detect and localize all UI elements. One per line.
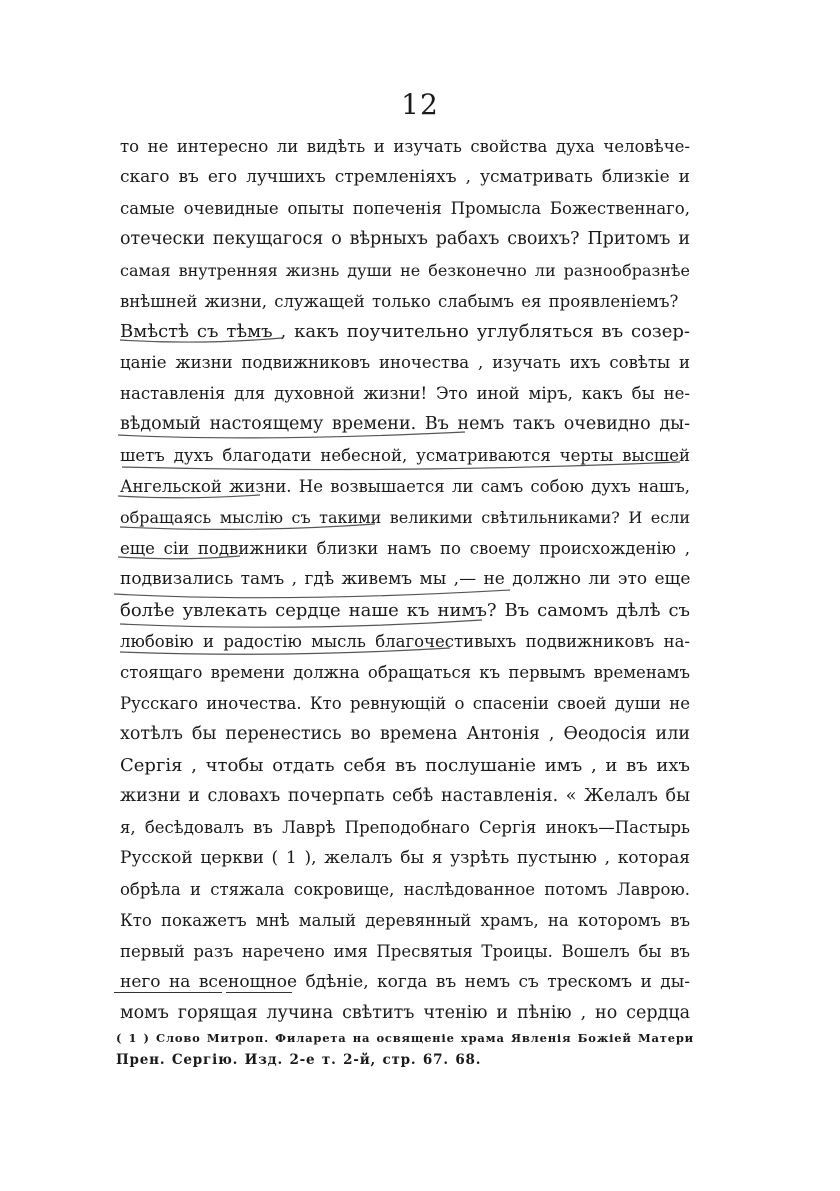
text-line: любовію и радостію мысль благочестивыхъ подвижниковъ на- [120,632,690,651]
text-line: шетъ духъ благодати небесной, усматриваются черты высшей [120,446,690,465]
paragraph-1 [120,131,690,317]
text-line: обрѣла и стяжала сокровище, наслѣдованное потомъ Лаврою. [120,880,690,899]
text-line: момъ горящая лучина свѣтитъ чтенію и пѣнію , но сердца [120,1003,690,1023]
text-line: жизни и словахъ почерпать себѣ наставленія. « Желалъ бы [120,786,690,806]
text-line: то не интересно ли видѣть и изучать свойства духа человѣче- [120,137,690,156]
footnote-line: Прен. Сергію. Изд. 2-е т. 2-й, стр. 67. 68. [116,1052,482,1068]
text-line: я, бесѣдовалъ въ Лаврѣ Преподобнаго Сергія инокъ—Пастырь [120,818,690,837]
footnote-divider [226,992,292,994]
text-line: вѣдомый настоящему времени. Въ немъ такъ очевидно ды- [120,414,690,434]
page-number: 12 [401,88,439,121]
text-line: отечески пекущагося о вѣрныхъ рабахъ своихъ? Притомъ и [120,229,690,249]
footnote-line: ( 1 ) Слово Митроп. Филарета на освященіе храма Явленія Божіей Матери [116,1031,694,1045]
text-line: обращаясь мыслію съ такими великими свѣтильниками? И если [120,508,690,527]
text-line: цаніе жизни подвижниковъ иночества , изучать ихъ совѣты и [120,353,690,372]
text-line: Кто покажетъ мнѣ малый деревянный храмъ, на которомъ въ [120,911,690,930]
text-line: Сергія , чтобы отдать себя въ послушаніе имъ , и въ ихъ [120,755,690,776]
text-line: еще сіи подвижники близки намъ по своему происхожденію , [120,539,690,558]
text-line: Вмѣстѣ съ тѣмъ , какъ поучительно углубляться въ созер- [120,321,690,342]
text-line: скаго въ его лучшихъ стремленіяхъ , усматривать близкіе и [120,167,690,187]
footnote [116,1027,694,1071]
footnote-divider [114,992,222,994]
text-line: первый разъ наречено имя Пресвятыя Троицы. Вошелъ бы въ [120,942,690,961]
text-line: подвизались тамъ , гдѣ живемъ мы ,— не должно ли это еще [120,569,690,589]
text-line: хотѣлъ бы перенестись во времена Антонія , Ѳеодосія или [120,724,690,744]
text-line: наставленія для духовной жизни! Это иной міръ, какъ бы не- [120,384,690,403]
text-line: болѣе увлекать сердце наше къ нимъ? Въ самомъ дѣлѣ съ [120,600,690,621]
text-line: него на всенощное бдѣніе, когда въ немъ съ трескомъ и ды- [120,972,690,992]
text-line: Русской церкви ( 1 ), желалъ бы я узрѣть пустыню , которая [120,848,690,868]
text-line: самые очевидные опыты попеченія Промысла Божественнаго, [120,199,690,218]
paragraph-2 [120,316,690,1029]
text-line: стоящаго времени должна обращаться къ первымъ временамъ [120,663,690,682]
text-line: Русскаго иночества. Кто ревнующій о спасеніи своей души не [120,694,690,713]
text-line: внѣшней жизни, служащей только слабымъ ея проявленіемъ? [120,292,679,311]
text-line: Ангельской жизни. Не возвышается ли самъ собою духъ нашъ, [120,477,690,496]
text-line: самая внутренняя жизнь души не безконечно ли разнообразнѣе [120,261,690,280]
